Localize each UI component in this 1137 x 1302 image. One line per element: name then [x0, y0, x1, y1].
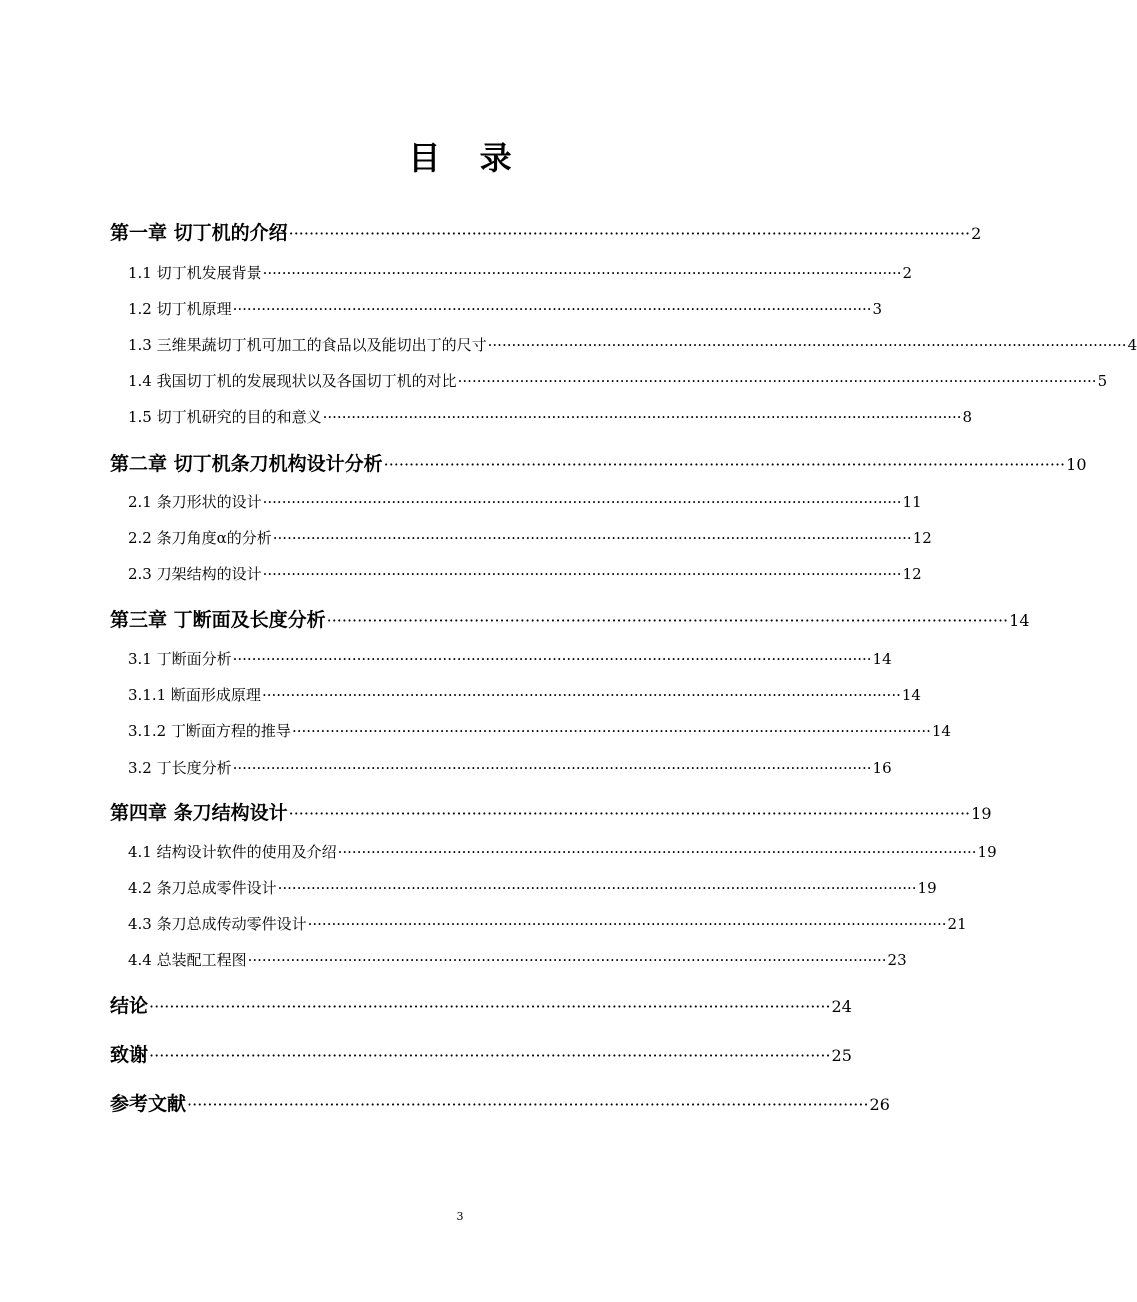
leader-dots: ······································································································································: [487, 336, 1127, 354]
leader-dots: ······································································································································: [326, 611, 1009, 630]
toc-entry-page: 14: [901, 686, 921, 704]
toc-entry-label: 3.1 丁断面分析: [128, 650, 232, 668]
toc-entry-1-5[interactable]: [128, 406, 973, 427]
toc-entry-2-3[interactable]: [128, 563, 922, 584]
leader-dots: ······································································································································: [232, 759, 872, 777]
leader-dots: ······································································································································: [262, 565, 902, 583]
toc-entry-label: 4.4 总装配工程图: [128, 951, 247, 969]
toc-entry-page: 2: [971, 224, 982, 243]
leader-dots: ······································································································································: [232, 300, 872, 318]
toc-entry-label: 2.1 条刀形状的设计: [128, 493, 262, 511]
toc-entry-page: 3: [872, 300, 883, 318]
leader-dots: ······································································································································: [247, 951, 887, 969]
leader-dots: ······································································································································: [272, 529, 912, 547]
toc-entry-label: 第二章 切丁机条刀机构设计分析: [110, 453, 383, 475]
toc-entry-page: 21: [947, 915, 967, 933]
toc-entry-3-1-2[interactable]: [128, 720, 951, 741]
toc-entry-label: 第四章 条刀结构设计: [110, 802, 288, 824]
toc-entry-label: 结论: [110, 995, 149, 1017]
toc-entry-3-2[interactable]: [128, 757, 892, 778]
toc-entry-page: 25: [831, 1046, 852, 1065]
toc-entry-4-3[interactable]: [128, 913, 967, 934]
toc-entry-4-4[interactable]: [128, 949, 907, 970]
leader-dots: ······································································································································: [149, 1046, 831, 1065]
leader-dots: ······································································································································: [288, 224, 971, 243]
toc-entry-2-1[interactable]: [128, 491, 922, 512]
leader-dots: ······································································································································: [262, 493, 902, 511]
toc-entry-label: 4.2 条刀总成零件设计: [128, 879, 277, 897]
toc-entry-1-4[interactable]: [128, 370, 1108, 391]
toc-entry-label: 4.1 结构设计软件的使用及介绍: [128, 843, 337, 861]
leader-dots: ······································································································································: [457, 372, 1097, 390]
toc-entry-ch4[interactable]: [110, 798, 992, 825]
toc-entry-ch1[interactable]: [110, 218, 982, 245]
toc-entry-page: 19: [977, 843, 997, 861]
toc-entry-page: 2: [902, 264, 913, 282]
toc-entry-label: 第一章 切丁机的介绍: [110, 222, 288, 244]
toc-entry-label: 4.3 条刀总成传动零件设计: [128, 915, 307, 933]
toc-entry-page: 14: [931, 722, 951, 740]
toc-entry-3-1-1[interactable]: [128, 684, 921, 705]
toc-entry-page: 8: [962, 408, 973, 426]
toc-entry-page: 23: [887, 951, 907, 969]
toc-entry-label: 3.1.1 断面形成原理: [128, 686, 261, 704]
leader-dots: ······································································································································: [232, 650, 872, 668]
toc-entry-label: 1.3 三维果蔬切丁机可加工的食品以及能切出丁的尺寸: [128, 336, 487, 354]
toc-entry-page: 26: [869, 1095, 890, 1114]
toc-entry-label: 参考文献: [110, 1093, 187, 1115]
toc-entry-1-2[interactable]: [128, 298, 883, 319]
toc-entry-label: 2.2 条刀角度α的分析: [128, 529, 272, 547]
toc-entry-page: 14: [872, 650, 892, 668]
toc-entry-page: 12: [902, 565, 922, 583]
toc-entry-label: 1.2 切丁机原理: [128, 300, 232, 318]
toc-entry-1-1[interactable]: [128, 262, 913, 283]
toc-entry-page: 19: [971, 804, 992, 823]
toc-entry-page: 19: [917, 879, 937, 897]
toc-entry-conclusion[interactable]: [110, 991, 852, 1018]
toc-entry-label: 3.2 丁长度分析: [128, 759, 232, 777]
toc-entry-page: 10: [1066, 455, 1087, 474]
leader-dots: ······································································································································: [187, 1095, 869, 1114]
toc-entry-label: 3.1.2 丁断面方程的推导: [128, 722, 291, 740]
toc-entry-label: 致谢: [110, 1044, 149, 1066]
toc-entry-label: 1.5 切丁机研究的目的和意义: [128, 408, 322, 426]
toc-entry-label: 1.4 我国切丁机的发展现状以及各国切丁机的对比: [128, 372, 457, 390]
toc-entry-3-1[interactable]: [128, 648, 892, 669]
leader-dots: ······································································································································: [337, 843, 977, 861]
toc-entry-label: 第三章 丁断面及长度分析: [110, 609, 326, 631]
toc-entry-page: 11: [902, 493, 922, 511]
toc-entry-2-2[interactable]: [128, 527, 932, 548]
toc-entry-page: 5: [1097, 372, 1108, 390]
toc-entry-page: 12: [912, 529, 932, 547]
leader-dots: ······································································································································: [383, 455, 1066, 474]
leader-dots: ······································································································································: [322, 408, 962, 426]
leader-dots: ······································································································································: [277, 879, 917, 897]
toc-entry-page: 4: [1127, 336, 1137, 354]
toc-entry-references[interactable]: [110, 1089, 890, 1116]
toc-entry-4-1[interactable]: [128, 841, 997, 862]
toc-entry-label: 1.1 切丁机发展背景: [128, 264, 262, 282]
leader-dots: ······································································································································: [288, 804, 971, 823]
toc-entry-label: 2.3 刀架结构的设计: [128, 565, 262, 583]
toc-entry-ch2[interactable]: [110, 449, 1087, 476]
toc-entry-acknowledgements[interactable]: [110, 1040, 852, 1067]
leader-dots: ······································································································································: [261, 686, 901, 704]
leader-dots: ······································································································································: [149, 997, 831, 1016]
leader-dots: ······································································································································: [262, 264, 902, 282]
leader-dots: ······································································································································: [291, 722, 931, 740]
footer-page-number: 3: [456, 1210, 464, 1223]
toc-entry-page: 14: [1009, 611, 1030, 630]
toc-entry-page: 24: [831, 997, 852, 1016]
toc-entry-1-3[interactable]: [128, 334, 1137, 355]
toc-entry-ch3[interactable]: [110, 605, 1030, 632]
toc-entry-page: 16: [872, 759, 892, 777]
toc-entry-4-2[interactable]: [128, 877, 937, 898]
page-title: 目 录: [408, 139, 526, 177]
leader-dots: ······································································································································: [307, 915, 947, 933]
